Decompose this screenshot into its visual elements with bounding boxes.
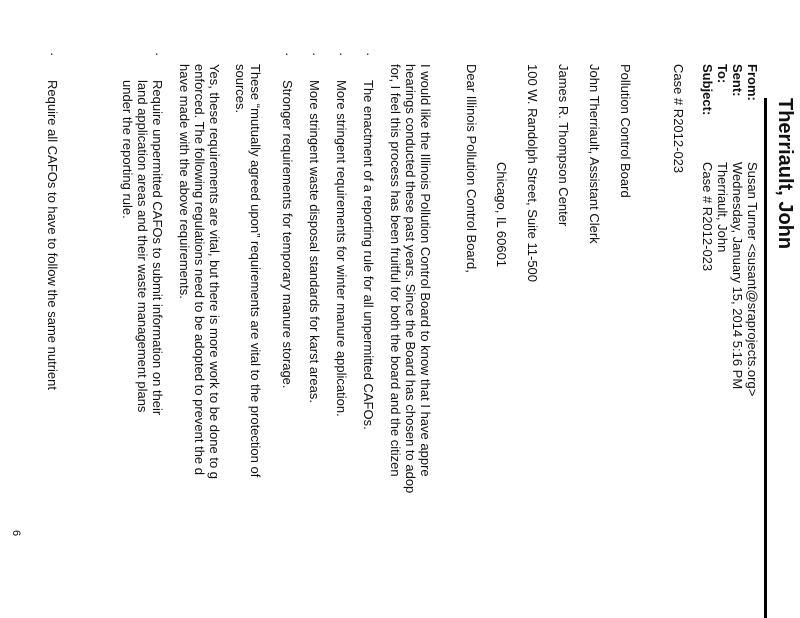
intro-line: hearings conducted these past years. Since the Board has chosen to adop: [403, 64, 418, 494]
salutation: Dear Illinois Pollution Control Board,: [464, 64, 479, 273]
requirement-item: More stringent requirements for winter manure application.: [334, 80, 349, 417]
case-number: Case # R2012-023: [671, 64, 686, 174]
to-label: To:: [715, 64, 730, 84]
requirement-item: Stronger requirements for temporary manure storage.: [280, 80, 295, 389]
more-work-line: enforced. The following regulations need to be adopted to prevent the d: [192, 64, 207, 475]
address-line: Chicago, IL 60601: [494, 162, 509, 268]
from-label: From:: [745, 64, 760, 101]
intro-line: I would like the Illinois Pollution Control Board to know that I have appre: [418, 64, 433, 477]
bullet-dot: ·: [334, 52, 349, 57]
bullet-dot: ·: [361, 52, 376, 57]
additional-item-line: Require all CAFOs to have to follow the same nutrient: [45, 80, 60, 390]
mutual-line: These “mutually agreed upon” requirements are vital to the protection of: [248, 64, 263, 478]
address-line: 100 W. Randolph Street, Suite 11-500: [525, 64, 540, 283]
bullet-dot: ·: [280, 52, 295, 57]
sent-label: Sent:: [730, 64, 745, 97]
to-value: Therriault, John: [715, 162, 730, 253]
address-line: Pollution Control Board: [618, 64, 633, 198]
sent-value: Wednesday, January 15, 2014 5:16 PM: [730, 162, 745, 390]
subject-label: Subject:: [700, 64, 715, 116]
additional-item-line: land application areas and their waste management plans: [135, 80, 150, 413]
bullet-dot: ·: [150, 52, 165, 57]
additional-item-line: under the reporting rule.: [120, 80, 135, 219]
address-line: John Therriault, Assistant Clerk: [587, 64, 602, 244]
more-work-line: have made with the above requirements.: [177, 64, 192, 299]
title-rule: [764, 98, 767, 618]
requirement-item: The enactment of a reporting rule for all unpermitted CAFOs.: [361, 80, 376, 430]
additional-item-line: Require unpermitted CAFOs to submit information on their: [150, 80, 165, 416]
requirement-item: More stringent waste disposal standards for karst areas.: [307, 80, 322, 403]
bullet-dot: ·: [307, 52, 322, 57]
from-value: Susan Turner <susant@sraprojects.org>: [745, 162, 760, 397]
mutual-line: sources.: [233, 64, 248, 114]
address-line: James R. Thompson Center: [556, 64, 571, 227]
more-work-line: Yes, these requirements are vital, but there is more work to be done to g: [207, 64, 222, 480]
intro-line: for, I feel this process has been fruitful for both the board and the citizen: [388, 64, 403, 477]
email-title: Therriault, John: [774, 98, 796, 250]
subject-value: Case # R2012-023: [700, 162, 715, 272]
bullet-dot: ·: [45, 52, 60, 57]
page-number: 6: [10, 530, 22, 537]
